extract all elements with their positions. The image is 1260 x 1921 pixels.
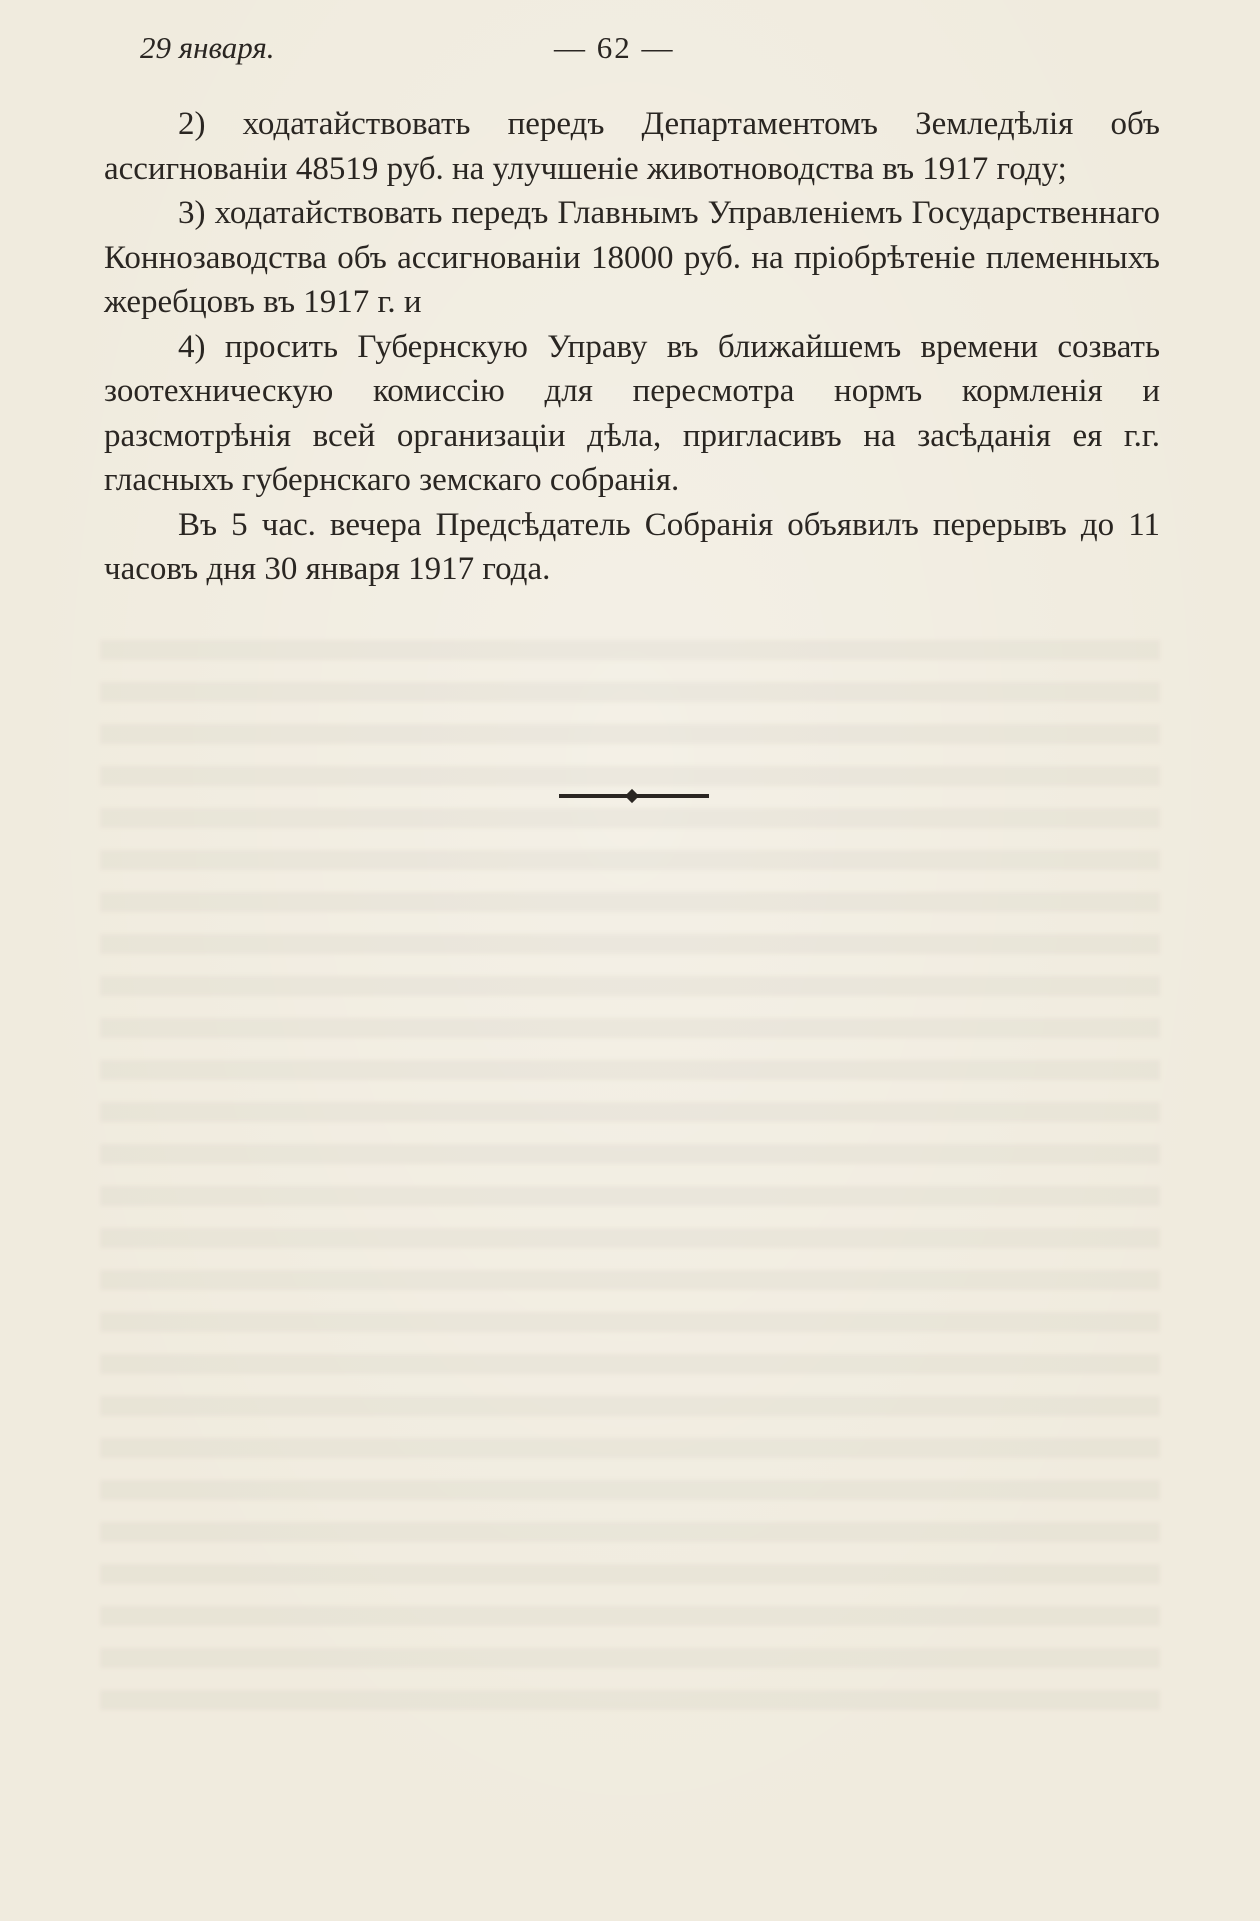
recess-announcement: Въ 5 час. вечера Предсѣдатель Собранія объявилъ перерывъ до 11 часовъ дня 30 января 1917 года.: [104, 506, 1160, 587]
body-text: [104, 102, 1160, 592]
resolution-item-2: 2) ходатайствовать передъ Департаментомъ Земледѣлія объ ассигнованіи 48519 руб. на улучшеніе животноводства въ 1917 году;: [104, 106, 1160, 187]
resolution-item-3: 3) ходатайствовать передъ Главнымъ Управленіемъ Государственнаго Коннозаводства объ ассигнованіи 18000 руб. на пріобрѣтеніе племенныхъ жеребцовъ въ 1917 г. и: [104, 195, 1160, 320]
header-date: 29 января.: [140, 30, 275, 65]
page-number: — 62 —: [554, 30, 675, 65]
section-divider-rule: [559, 794, 709, 798]
running-header: [140, 30, 1160, 70]
resolution-item-4: 4) просить Губернскую Управу въ ближайшемъ времени созвать зоотехническую комиссію для пересмотра нормъ кормленія и разсмотрѣнія всей организаціи дѣла, пригласивъ на засѣданія ея г.г. гласныхъ губернскаго земскаго собранія.: [104, 328, 1160, 498]
